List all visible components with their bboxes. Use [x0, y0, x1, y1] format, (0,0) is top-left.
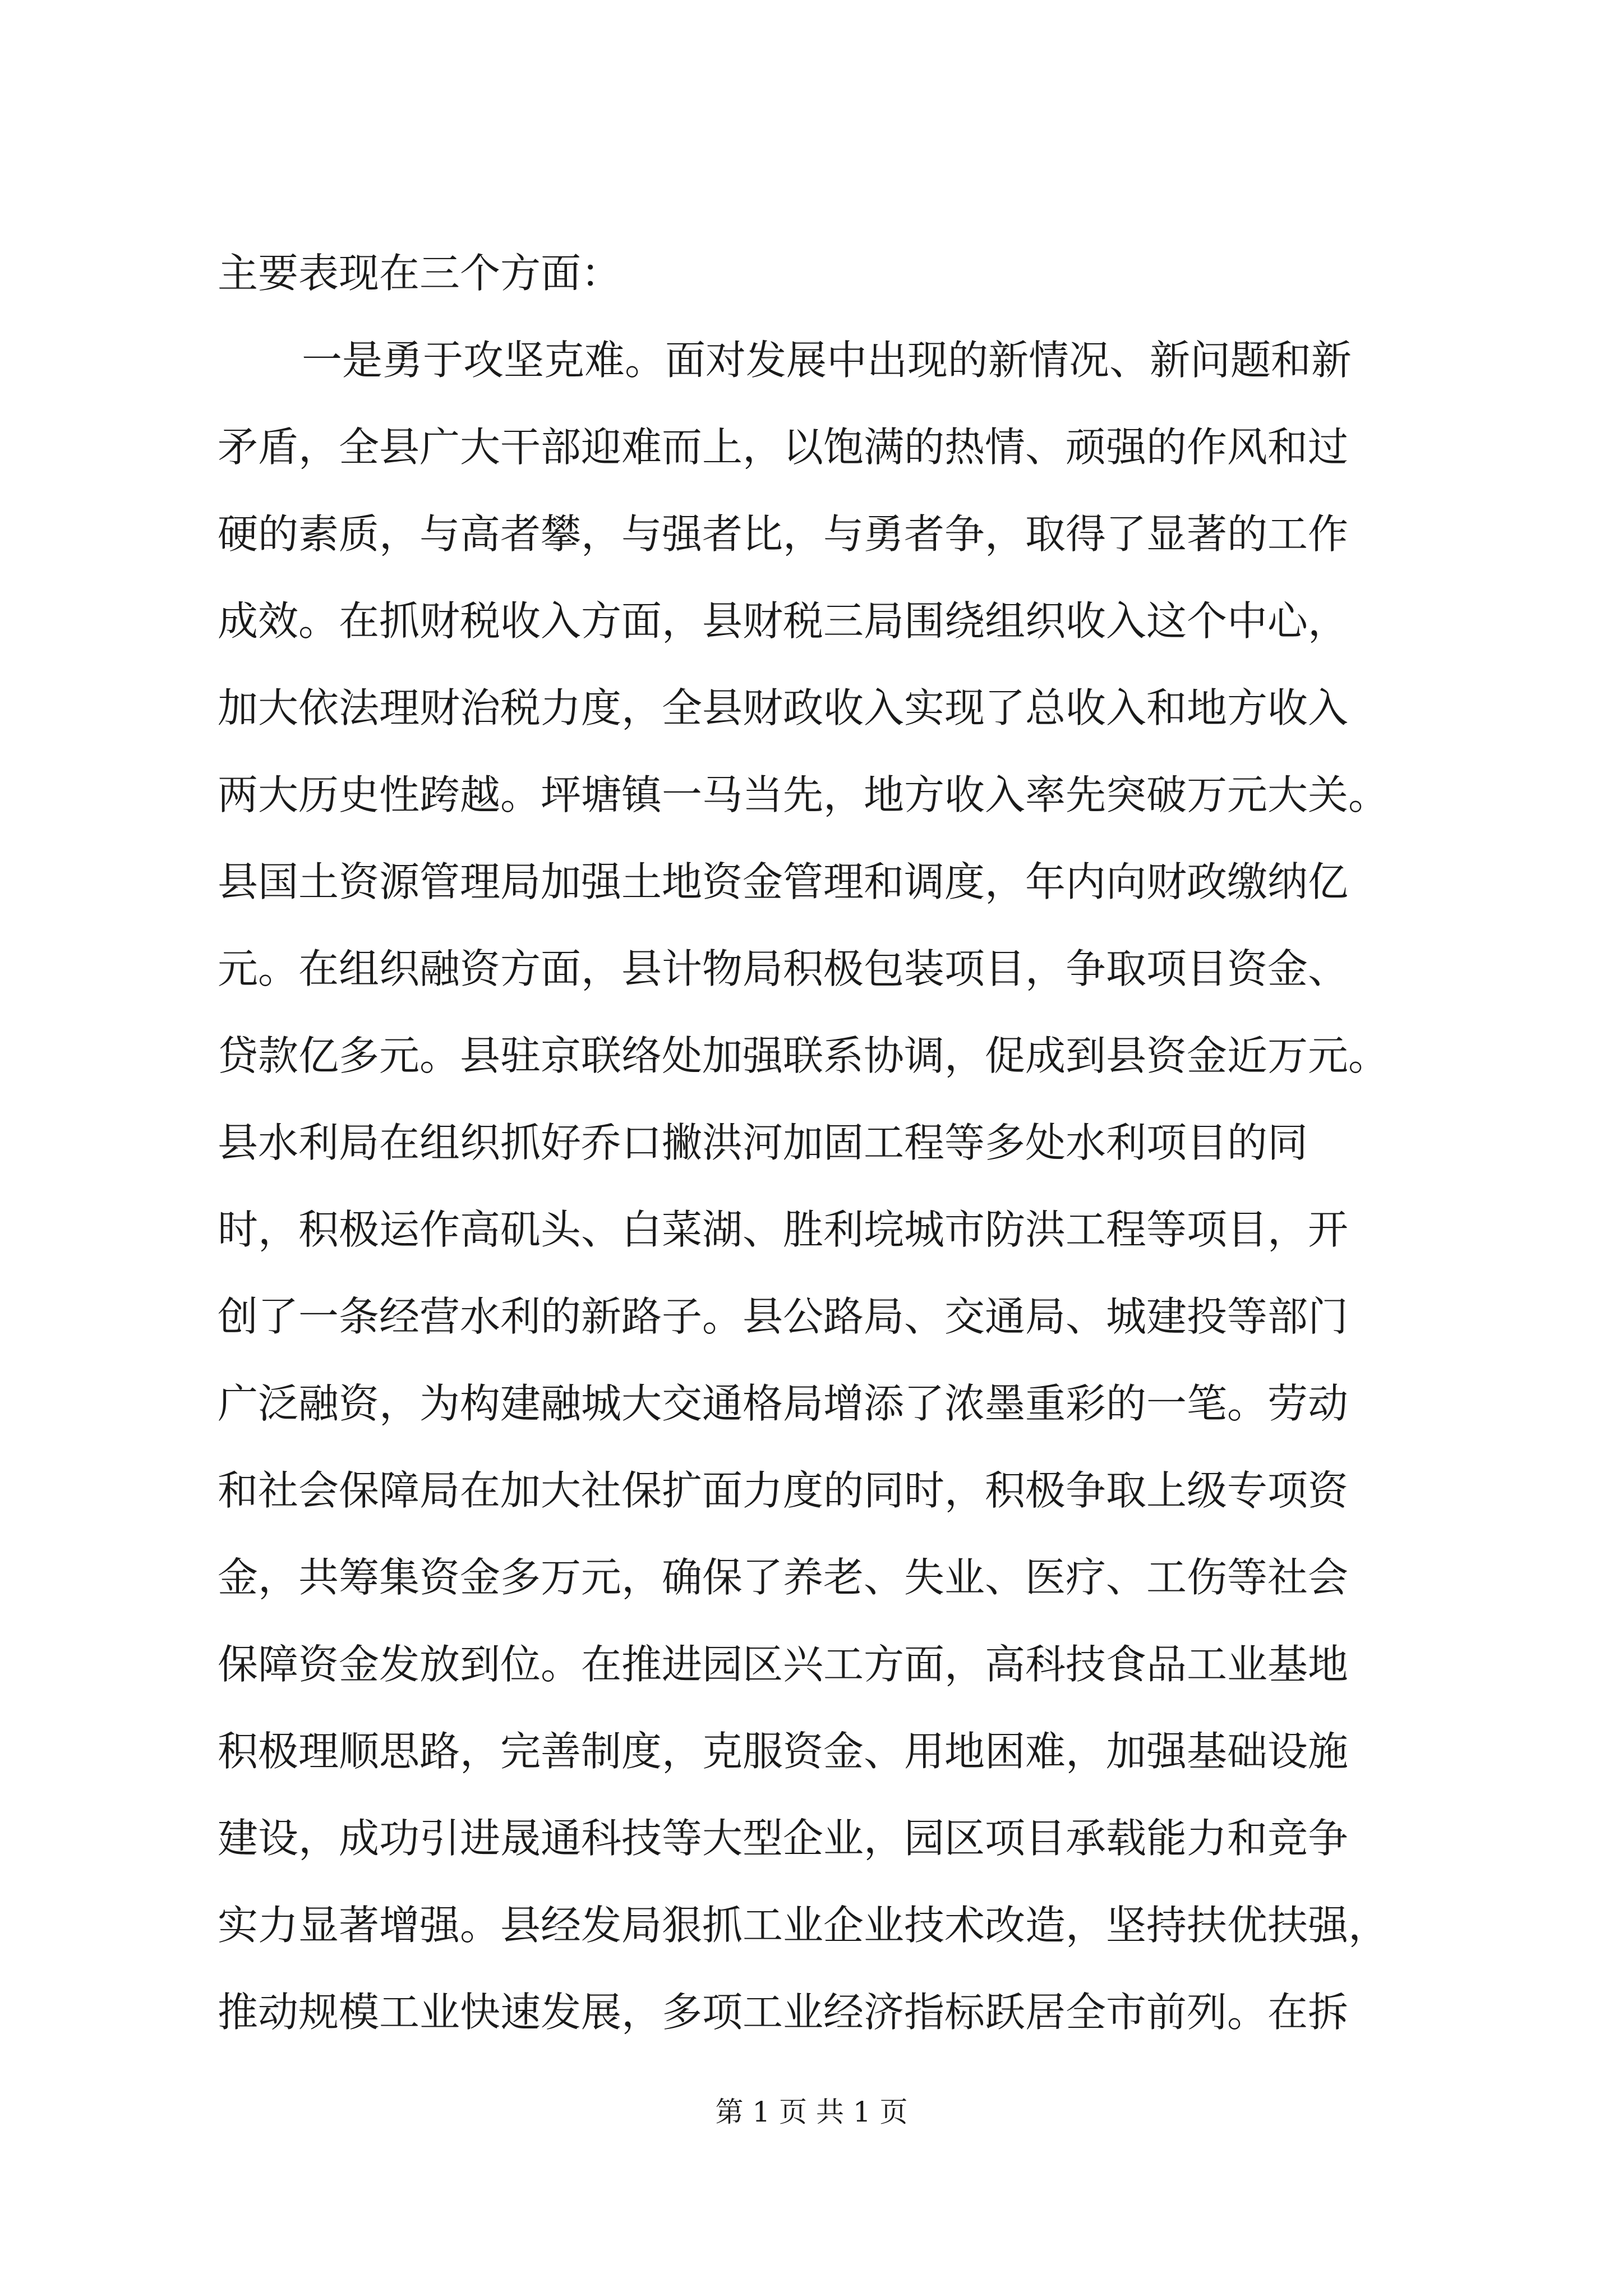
text-line: 两大历史性跨越。坪塘镇一马当先，地方收入率先突破万元大关。: [218, 771, 1389, 818]
text-line: 贷款亿多元。县驻京联络处加强联系协调，促成到县资金近万元。: [218, 1032, 1389, 1079]
text-line: 硬的素质，与高者攀，与强者比，与勇者争，取得了显著的工作: [218, 510, 1349, 558]
text-line: 实力显著增强。县经发局狠抓工业企业技术改造，坚持扶优扶强，: [218, 1902, 1389, 1949]
text-line: 县水利局在组织抓好乔口撇洪河加固工程等多处水利项目的同: [218, 1119, 1308, 1166]
text-line: 成效。在抓财税收入方面，县财税三局围绕组织收入这个中心，: [218, 597, 1349, 645]
text-line: 矛盾，全县广大干部迎难而上，以饱满的热情、顽强的作风和过: [218, 424, 1349, 471]
text-line: 创了一条经营水利的新路子。县公路局、交通局、城建投等部门: [218, 1293, 1349, 1340]
text-line: 和社会保障局在加大社保扩面力度的同时，积极争取上级专项资: [218, 1467, 1349, 1514]
text-line: 积极理顺思路，完善制度，克服资金、用地困难，加强基础设施: [218, 1728, 1349, 1775]
body-text: [218, 230, 1412, 2056]
text-line: 保障资金发放到位。在推进园区兴工方面，高科技食品工业基地: [218, 1641, 1349, 1688]
text-line: 金，共筹集资金多万元，确保了养老、失业、医疗、工伤等社会: [218, 1554, 1349, 1601]
text-line: 加大依法理财治税力度，全县财政收入实现了总收入和地方收入: [218, 684, 1349, 731]
text-line: 一是勇于攻坚克难。面对发展中出现的新情况、新问题和新: [302, 337, 1352, 384]
text-line: 元。在组织融资方面，县计物局积极包装项目，争取项目资金、: [218, 945, 1349, 992]
text-line: 广泛融资，为构建融城大交通格局增添了浓墨重彩的一笔。劳动: [218, 1380, 1349, 1427]
text-line: 时，积极运作高矶头、白菜湖、胜利垸城市防洪工程等项目，开: [218, 1206, 1349, 1253]
text-line: 建设，成功引进晟通科技等大型企业，园区项目承载能力和竞争: [218, 1815, 1349, 1862]
text-line: 推动规模工业快速发展，多项工业经济指标跃居全市前列。在拆: [218, 1989, 1349, 2036]
text-line: 主要表现在三个方面：: [218, 250, 622, 297]
page-number-footer: 第 1 页 共 1 页: [715, 2096, 908, 2128]
text-line: 县国土资源管理局加强土地资金管理和调度，年内向财政缴纳亿: [218, 858, 1349, 905]
